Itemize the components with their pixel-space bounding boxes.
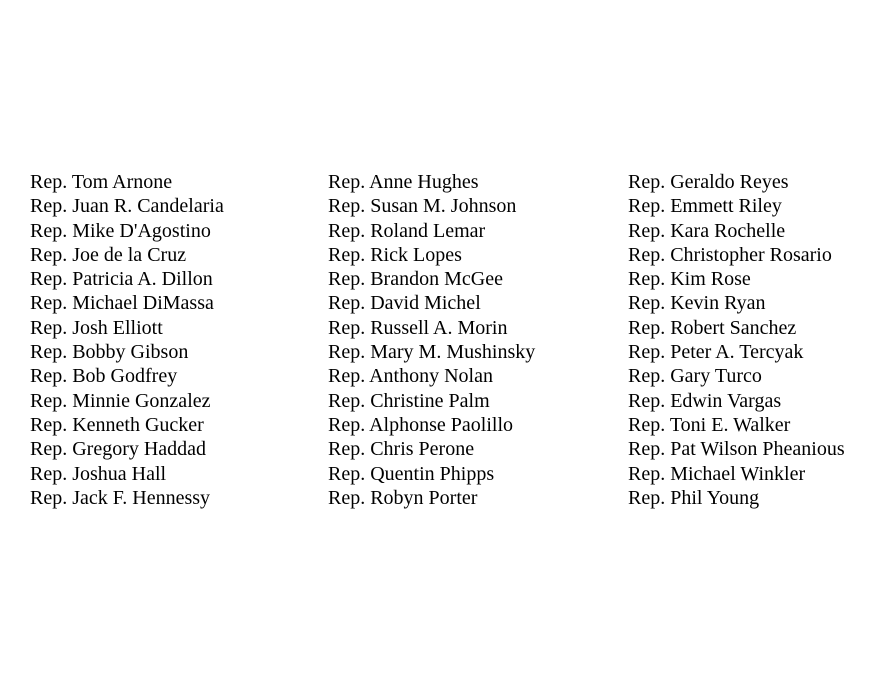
representative-name: Rep. Minnie Gonzalez (30, 389, 211, 412)
representative-name: Rep. Pat Wilson Pheanious (628, 438, 845, 461)
representative-name: Rep. Roland Lemar (328, 219, 486, 242)
representative-name: Rep. Toni E. Walker (628, 413, 791, 436)
representative-name: Rep. Joshua Hall (30, 462, 167, 485)
name-column-3 (628, 170, 845, 510)
representative-name: Rep. Alphonse Paolillo (328, 413, 513, 436)
representative-name: Rep. Christopher Rosario (628, 243, 832, 266)
representative-name: Rep. Phil Young (628, 486, 760, 509)
representative-name: Rep. Michael Winkler (628, 462, 806, 485)
representative-name: Rep. Gary Turco (628, 365, 762, 388)
representative-name: Rep. David Michel (328, 292, 481, 315)
representative-name: Rep. Juan R. Candelaria (30, 195, 224, 218)
representative-name: Rep. Peter A. Tercyak (628, 341, 804, 364)
representative-name: Rep. Edwin Vargas (628, 389, 782, 412)
representative-name: Rep. Robert Sanchez (628, 316, 797, 339)
representative-name: Rep. Jack F. Hennessy (30, 486, 211, 509)
representative-name: Rep. Mary M. Mushinsky (328, 341, 536, 364)
representative-name: Rep. Christine Palm (328, 389, 490, 412)
representative-name: Rep. Kenneth Gucker (30, 413, 204, 436)
representative-name: Rep. Kevin Ryan (628, 292, 766, 315)
representative-name: Rep. Bob Godfrey (30, 365, 178, 388)
representative-name: Rep. Kim Rose (628, 268, 751, 291)
representative-name: Rep. Gregory Haddad (30, 438, 207, 461)
representative-name: Rep. Susan M. Johnson (328, 195, 517, 218)
representative-name: Rep. Joe de la Cruz (30, 243, 187, 266)
representative-name: Rep. Anthony Nolan (328, 365, 493, 388)
representative-name: Rep. Mike D'Agostino (30, 219, 211, 242)
representative-name: Rep. Robyn Porter (328, 486, 478, 509)
representative-name: Rep. Patricia A. Dillon (30, 268, 213, 291)
representative-name: Rep. Russell A. Morin (328, 316, 508, 339)
representative-name: Rep. Kara Rochelle (628, 219, 786, 242)
name-column-2 (328, 170, 535, 510)
representative-name: Rep. Michael DiMassa (30, 292, 214, 315)
representative-name: Rep. Bobby Gibson (30, 341, 189, 364)
representative-name: Rep. Quentin Phipps (328, 462, 495, 485)
representative-name: Rep. Tom Arnone (30, 171, 173, 193)
representative-name: Rep. Chris Perone (328, 438, 475, 461)
representative-name: Rep. Rick Lopes (328, 243, 462, 266)
representative-name: Rep. Josh Elliott (30, 316, 163, 339)
representative-name: Rep. Brandon McGee (328, 268, 503, 291)
name-column-1 (30, 170, 224, 510)
representative-name: Rep. Anne Hughes (328, 171, 479, 193)
representative-name: Rep. Emmett Riley (628, 195, 782, 218)
representative-name: Rep. Geraldo Reyes (628, 171, 789, 193)
